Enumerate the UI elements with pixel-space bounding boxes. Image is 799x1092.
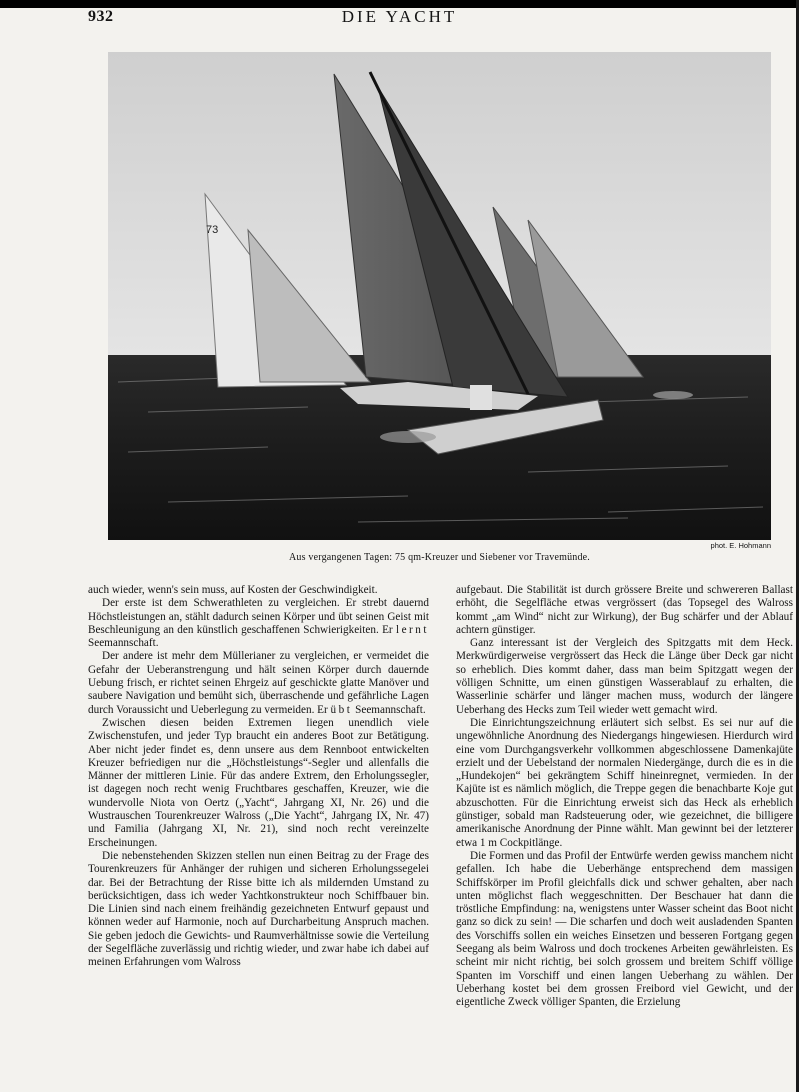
paragraph: Der andere ist mehr dem Müllerianer zu vergleichen, er vermeidet die Gefahr der Ueberanstrengung und hält seinen Körper durch dauernde Uebung frisch, er richtet seinen Ehrgeiz auf geschickte glatte Manöver und saubere Navigation und bemüht sich, überraschende und gefährliche Lagen durch Voraussicht und Ueberlegung zu vermeiden. Er übt Seemannschaft. xyxy=(88,650,429,716)
page-number: 932 xyxy=(88,8,114,25)
paragraph: Zwischen diesen beiden Extremen liegen unendlich viele Zwischenstufen, und jeder Typ braucht ein anderes Boot zur Betätigung. Aber nicht jeder findet es, denn unsere aus dem Rennboot entwickelten Kreuzer befriedigen nur die „Höchstleistungs“-Segler und allenfalls die Männer der mittleren Linie. Für das andere Extrem, den Erholungssegler, ist dagegen noch recht wenig Fruchtbares geschaffen, Kreuzer, wie die wundervolle Niota von Oertz („Yacht“, Jahrgang XI, Nr. 26) und die Wustrauschen Tourenkreuzer Walross („Die Yacht“, Jahrgang IX, Nr. 47) und Familia (Jahrgang XI, Nr. 21), sind noch recht vereinzelte Erscheinungen. xyxy=(88,716,429,849)
left-column xyxy=(88,584,429,970)
running-title: DIE YACHT xyxy=(341,7,458,26)
paragraph: Ganz interessant ist der Vergleich des Spitzgatts mit dem Heck. Merkwürdigerweise vergrössert das Heck die Länge über Deck gar nicht so erheblich. Dies kommt daher, dass man beim Spitzgatt wegen der völligen Schnitte, um einen günstigen Wasserablauf zu erhalten, die Wasserlinie schärfer und länger machen muss, wodurch der längere Ueberhang des Hecks zum Teil wieder wett gemacht wird. xyxy=(456,637,793,716)
paragraph: Die Einrichtungszeichnung erläutert sich selbst. Es sei nur auf die ungewöhnliche Anordnung des Niedergangs hingewiesen. Hierdurch wird eine vom Durchgangsverkehr vollkommen abgeschlossene Damenkajüte erzielt und der Uebelstand der normalen Niedergänge, durch die es in die „Hundekojen“ bei gekrängtem Schiff hineinregnet, vermieden. In der Kajüte ist es nämlich möglich, die Treppe gegen die benachbarte Koje gut abzuschotten. Für die Einrichtung erweist sich das Heck als erheblich günstiger, sobald man Radsteuerung oder, wie gezeichnet, die billigere amerikanische Anordnung der Pinne wählt. Man gewinnt bei der letzterer etwa 1 m Cockpitlänge. xyxy=(456,716,793,849)
paragraph: Die nebenstehenden Skizzen stellen nun einen Beitrag zu der Frage des Tourenkreuzers für Anhänger der ruhigen und sicheren Erholungssegelei dar. Bei der Betrachtung der Risse bitte ich als mildernden Umstand zu berücksichtigen, dass ich weder Yachtkonstrukteur noch Schiffbauer bin. Die Linien sind nach einem freihändig gezeichneten Entwurf gepaust und können weder auf Harmonie, noch auf Durcharbeitung Anspruch machen. Sie geben jedoch die Gewichts- und Raumverhältnisse sowie die Verteilung der Segelfläche zuverlässig und richtig wieder, und zwar habe ich dabei auf meinen Erfahrungen vom Walross xyxy=(88,849,429,969)
paragraph: aufgebaut. Die Stabilität ist durch grössere Breite und schwereren Ballast erhöht, die Segelfläche etwas vergrössert (das Topsegel des Walross kommt „am Wind“ nicht zur Wirkung), der Bug schärfer und der Ablauf achtern günstiger. xyxy=(456,584,793,636)
paragraph: Die Formen und das Profil der Entwürfe werden gewiss manchem nicht gefallen. Ich habe die Ueberhänge entsprechend dem massigen Schiffskörper im Profil gleichfalls dick und schwer gehalten, aber nach unten möglichst flach weggeschnitten. Der Beschauer hat dann die tröstliche Empfindung: na, wenigstens unter Wasser scheint das Boot nicht ganz so dick zu sein! — Die scharfen und doch weit ausladenden Spanten des Vorschiffs sollen ein weiches Einsetzen und besseren Fortgang gegen Seegang als beim Walross und doch trockenes Arbeiten gewährleisten. Es scheint mir nicht richtig, bei solch grossem und breitem Schiff völlige Spanten im Vorschiff und einen langen Ueberhang zu wählen. Der Ueberhang kostet bei dem grossen Freibord viel Gewicht, und der eigentliche Zweck völliger Spanten, die Erzielung xyxy=(456,849,793,1009)
paragraph: Der erste ist dem Schwerathleten zu vergleichen. Er strebt dauernd Höchstleistungen an, stählt dadurch seinen Körper und übt seinen Geist mit Beschleunigung an den künstlich geschaffenen Schwierigkeiten. Er lernt Seemannschaft. xyxy=(88,597,429,650)
photo-credit: phot. E. Hohmann xyxy=(710,541,771,550)
photo-caption: Aus vergangenen Tagen: 75 qm-Kreuzer und Siebener vor Travemünde. xyxy=(288,552,591,563)
sail-number: 73 xyxy=(206,224,219,236)
sailboats-photo xyxy=(108,52,771,540)
paragraph: auch wieder, wenn's sein muss, auf Kosten der Geschwindigkeit. xyxy=(88,584,378,596)
right-column xyxy=(456,584,793,1010)
